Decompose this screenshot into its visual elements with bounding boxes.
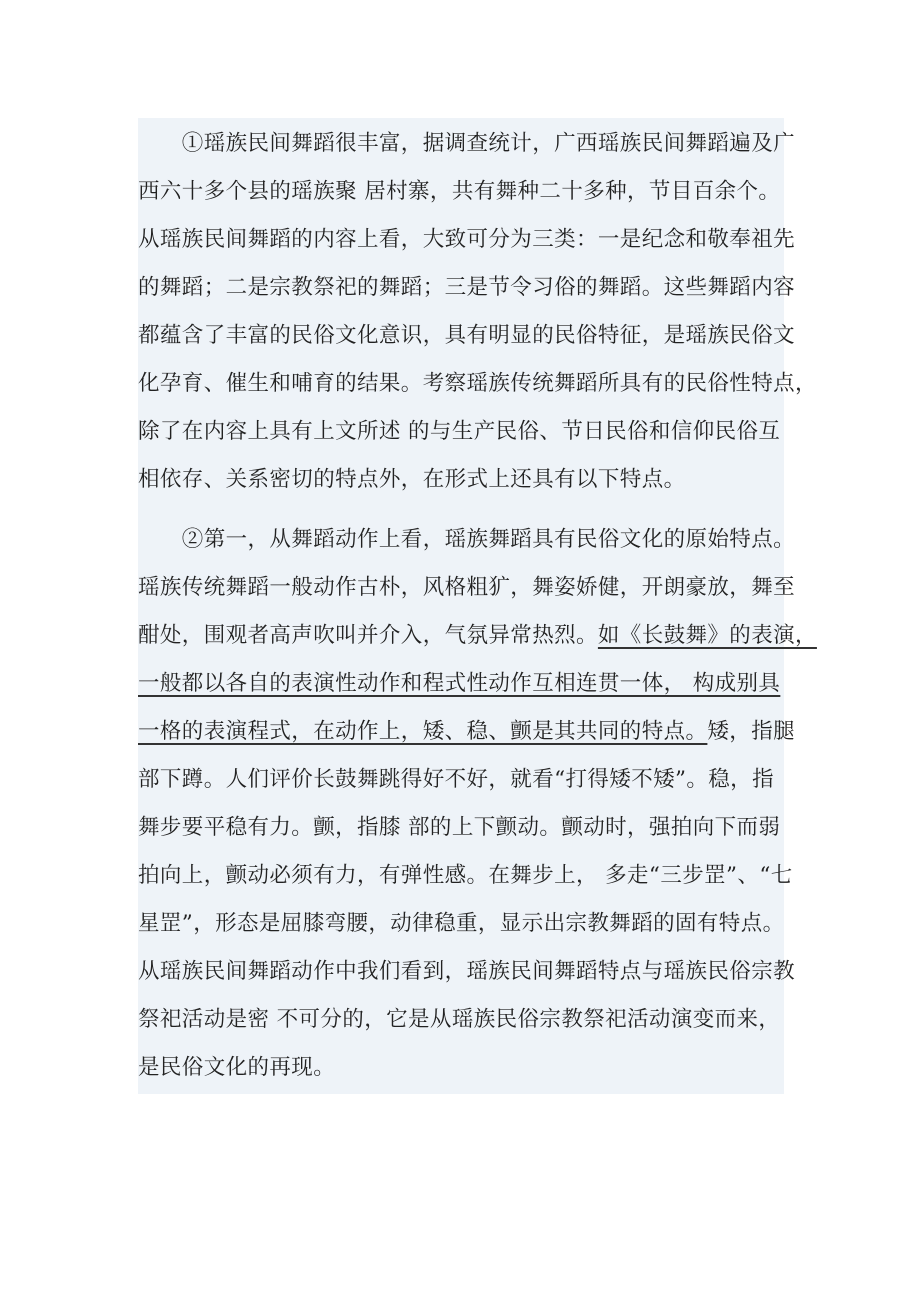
text-segment: 拍向上，颤动必须有力，有弹性感。在舞步上， 多走“三步罡”、“七 — [138, 863, 793, 888]
text-segment: 是民俗文化的再现。 — [138, 1055, 336, 1080]
text-segment: 矮，指腿 — [707, 719, 796, 744]
text-segment: 化孕育、催生和哺育的结果。考察瑶族传统舞蹈所具有的民俗性特点， — [138, 371, 817, 396]
text-line — [138, 948, 798, 996]
text-line — [138, 564, 798, 612]
text-line — [138, 1044, 798, 1092]
text-line — [138, 216, 798, 264]
text-segment: 从瑶族民间舞蹈动作中我们看到，瑶族民间舞蹈特点与瑶族民俗宗教 — [138, 959, 796, 984]
text-segment: 酣处，围观者高声吹叫并介入，气氛异常热烈。 — [138, 623, 598, 648]
text-segment: 相依存、关系密切的特点外，在形式上还具有以下特点。 — [138, 467, 686, 492]
text-segment: ①瑶族民间舞蹈很丰富，据调查统计，广西瑶族民间舞蹈遍及广 — [138, 131, 796, 156]
text-line — [138, 996, 798, 1044]
underlined-text: 一般都以各自的表演性动作和程式性动作互相连贯一体， 构成别具 — [138, 671, 781, 696]
text-segment: 西六十多个县的瑶族聚 居村寨，共有舞种二十多种，节目百余个。 — [138, 179, 781, 204]
text-line — [138, 900, 798, 948]
text-segment: ②第一，从舞蹈动作上看，瑶族舞蹈具有民俗文化的原始特点。 — [138, 527, 796, 552]
text-segment: 的舞蹈；二是宗教祭祀的舞蹈；三是节令习俗的舞蹈。这些舞蹈内容 — [138, 275, 796, 300]
text-line — [138, 360, 817, 408]
text-line — [138, 168, 798, 216]
underlined-text: 一格的表演程式，在动作上，矮、稳、颤是其共同的特点。 — [138, 719, 708, 744]
text-line — [138, 852, 798, 900]
text-line — [138, 708, 798, 756]
text-segment: 都蕴含了丰富的民俗文化意识，具有明显的民俗特征，是瑶族民俗文 — [138, 323, 796, 348]
text-line — [138, 408, 798, 456]
text-segment: 星罡”，形态是屈膝弯腰，动律稳重，显示出宗教舞蹈的固有特点。 — [138, 911, 785, 936]
text-line — [138, 612, 817, 660]
text-line — [138, 120, 798, 168]
text-segment: 从瑶族民间舞蹈的内容上看，大致可分为三类：一是纪念和敬奉祖先 — [138, 227, 796, 252]
paragraph-1 — [138, 120, 817, 504]
text-segment: 舞步要平稳有力。颤，指膝 部的上下颤动。颤动时，强拍向下而弱 — [138, 815, 781, 840]
text-line — [138, 756, 798, 804]
text-line — [138, 516, 798, 564]
text-segment: 瑶族传统舞蹈一般动作古朴，风格粗犷，舞姿娇健，开朗豪放，舞至 — [138, 575, 796, 600]
text-line — [138, 660, 798, 708]
text-line — [138, 804, 798, 852]
underlined-text: 如《长鼓舞》的表演， — [597, 623, 817, 648]
text-segment: 祭祀活动是密 不可分的，它是从瑶族民俗宗教祭祀活动演变而来， — [138, 1007, 781, 1032]
text-line — [138, 264, 798, 312]
text-line — [138, 312, 798, 360]
text-segment: 除了在内容上具有上文所述 的与生产民俗、节日民俗和信仰民俗互 — [138, 419, 781, 444]
paragraph-2 — [138, 516, 817, 1092]
text-line — [138, 456, 798, 504]
text-segment: 部下蹲。人们评价长鼓舞跳得好不好，就看“打得矮不矮”。稳，指 — [138, 767, 774, 792]
